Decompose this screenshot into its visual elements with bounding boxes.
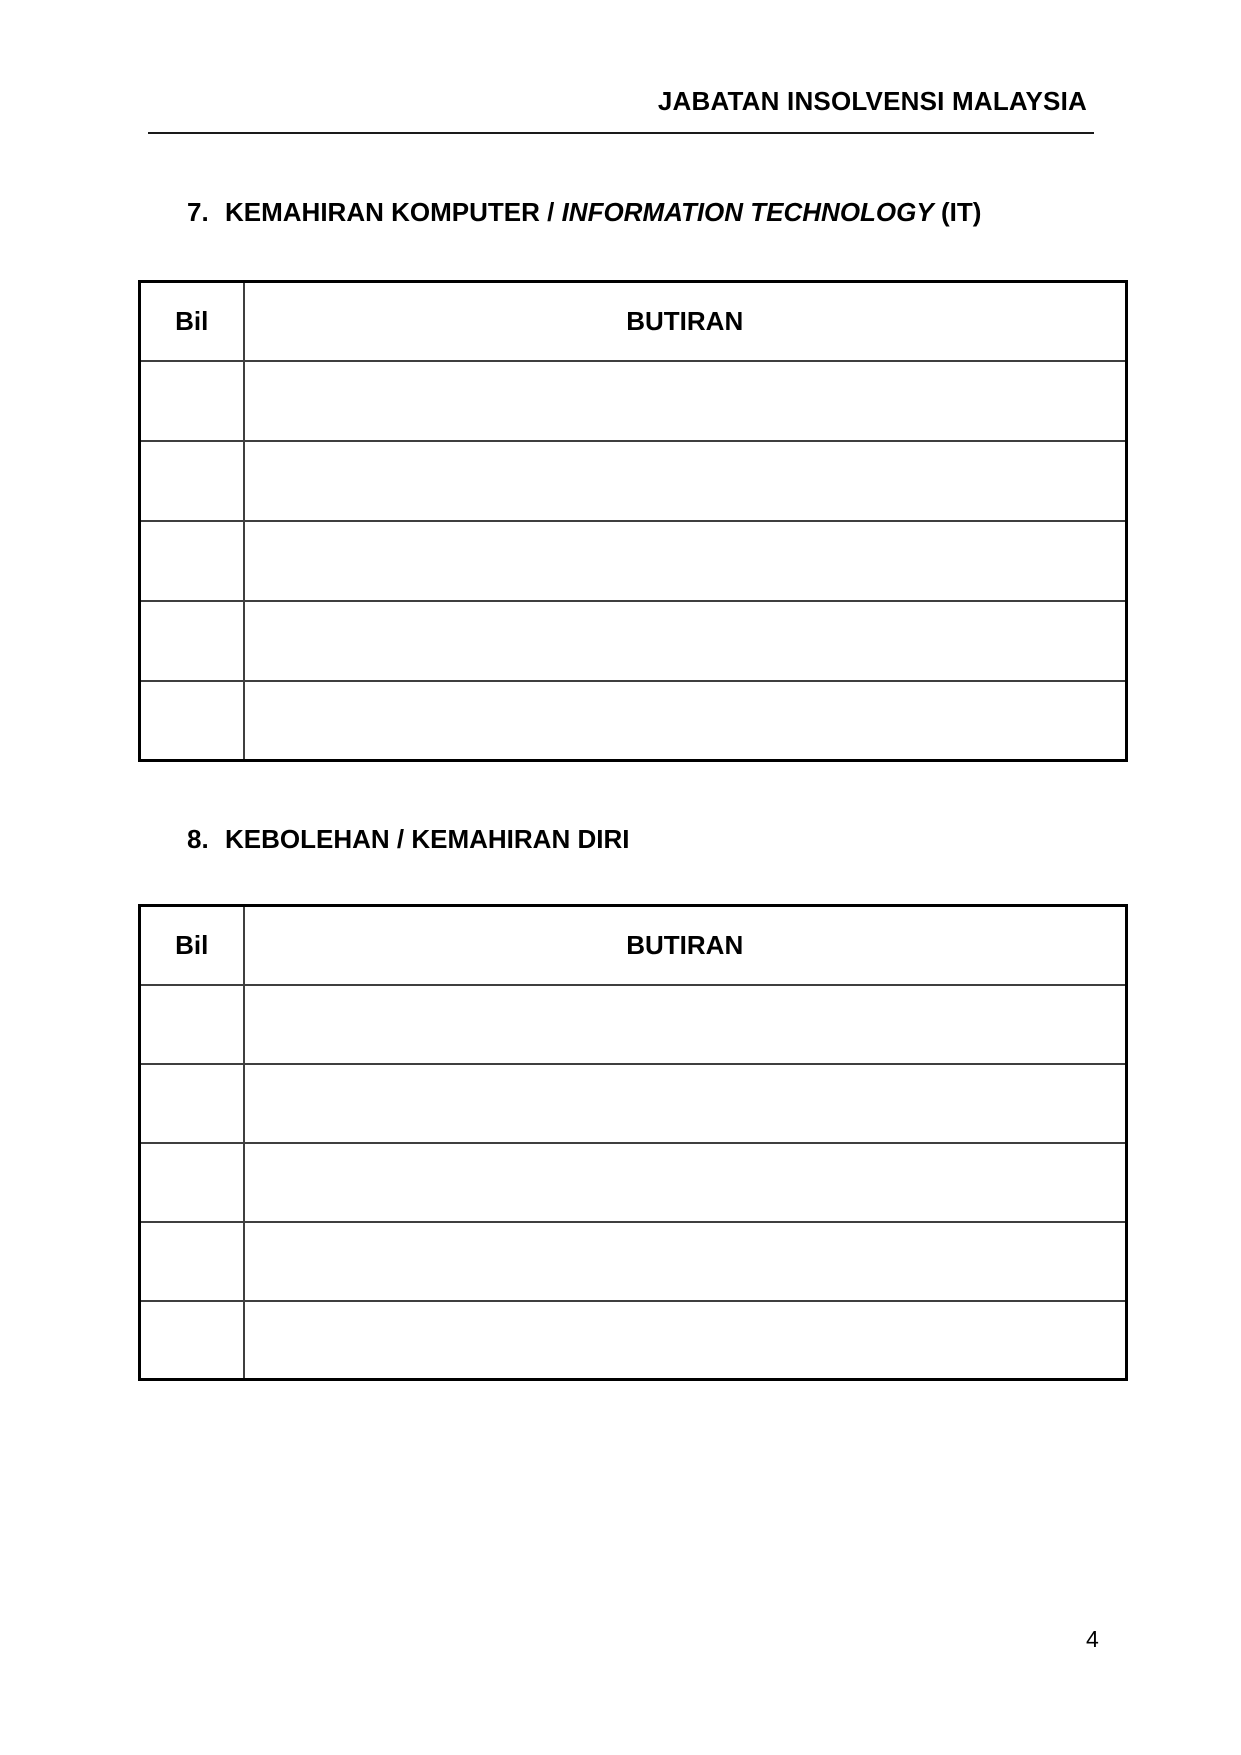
bil-cell (140, 601, 244, 681)
section-7-title-italic: INFORMATION TECHNOLOGY (561, 197, 934, 227)
table-row (140, 1064, 1127, 1143)
butiran-cell (244, 521, 1127, 601)
section-7-number: 7. (187, 197, 209, 227)
bil-cell (140, 1064, 244, 1143)
table-header-row (140, 906, 1127, 985)
bil-cell (140, 1143, 244, 1222)
table-row (140, 1222, 1127, 1301)
bil-cell (140, 441, 244, 521)
butiran-cell (244, 361, 1127, 441)
butiran-cell (244, 985, 1127, 1064)
table-row (140, 1143, 1127, 1222)
butiran-cell (244, 1143, 1127, 1222)
skills-it-table (138, 280, 1128, 762)
bil-cell (140, 681, 244, 761)
personal-abilities-table (138, 904, 1128, 1381)
section-7-title (225, 197, 981, 227)
bil-cell (140, 985, 244, 1064)
page-number: 4 (1086, 1626, 1099, 1652)
section-8-title (225, 824, 629, 854)
section-8-number: 8. (187, 824, 209, 854)
bil-cell (140, 361, 244, 441)
section-7-title-suffix: (IT) (933, 197, 982, 227)
bil-column-header: Bil (140, 282, 244, 361)
bil-column-header: Bil (140, 906, 244, 985)
butiran-cell (244, 441, 1127, 521)
section-8-heading (187, 824, 629, 854)
table-row (140, 985, 1127, 1064)
butiran-cell (244, 1064, 1127, 1143)
header-rule (148, 132, 1094, 134)
bil-cell (140, 521, 244, 601)
header-title: JABATAN INSOLVENSI MALAYSIA (657, 86, 1087, 116)
table-header-row (140, 282, 1127, 361)
table-row (140, 521, 1127, 601)
table-row (140, 361, 1127, 441)
bil-cell (140, 1301, 244, 1380)
butiran-cell (244, 681, 1127, 761)
section-8-title-prefix: KEBOLEHAN / KEMAHIRAN DIRI (225, 824, 630, 854)
table-row (140, 601, 1127, 681)
section-7-title-prefix: KEMAHIRAN KOMPUTER / (225, 197, 562, 227)
table-row (140, 1301, 1127, 1380)
bil-cell (140, 1222, 244, 1301)
butiran-cell (244, 601, 1127, 681)
butiran-cell (244, 1222, 1127, 1301)
table-row (140, 681, 1127, 761)
section-7-heading (187, 197, 981, 227)
butiran-column-header: BUTIRAN (244, 282, 1127, 361)
table-row (140, 441, 1127, 521)
butiran-cell (244, 1301, 1127, 1380)
butiran-column-header: BUTIRAN (244, 906, 1127, 985)
